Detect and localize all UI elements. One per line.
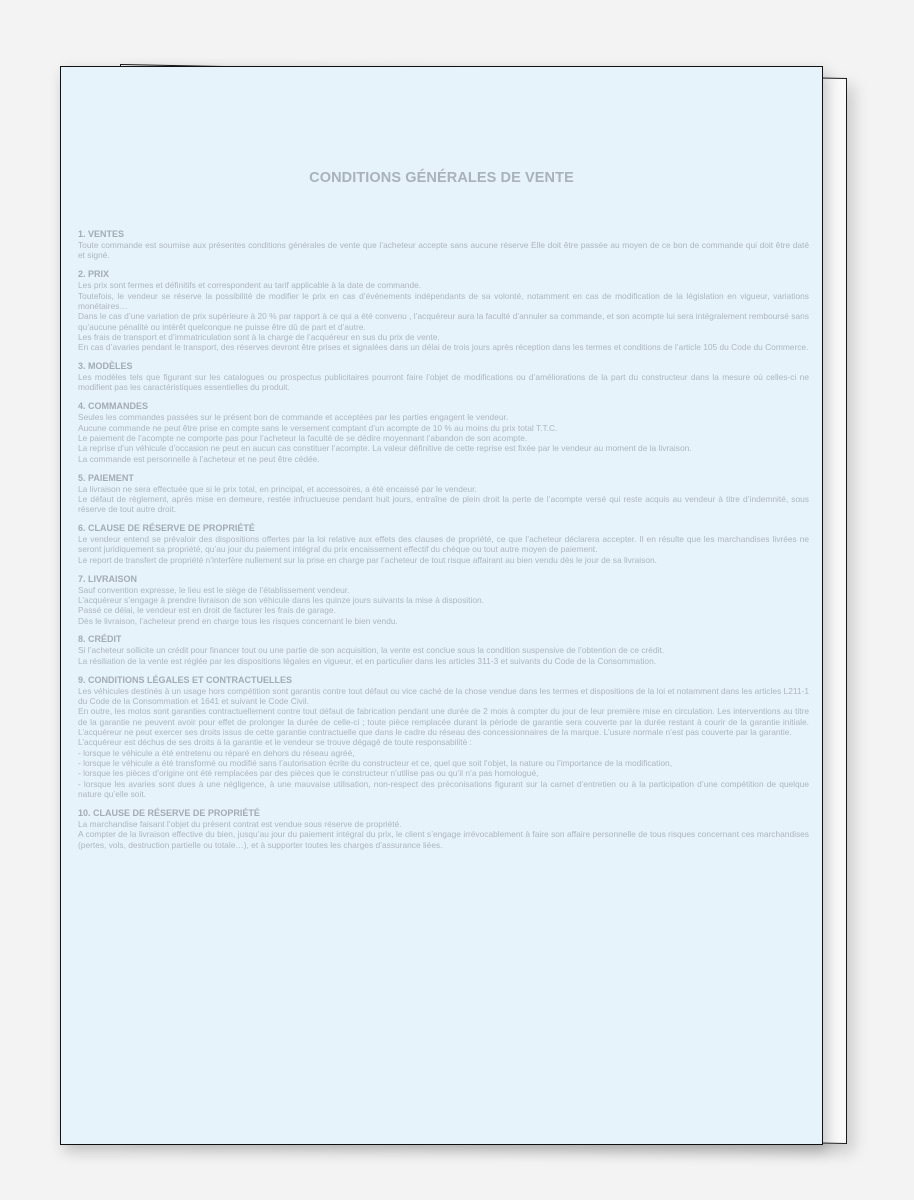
section-paragraph: A compter de la livraison effective du bien, jusqu’au jour du paiement intégral du prix, le client s’engage irrévocablement à faire son affaire personnelle de tous risques concernant ces marchandises (pertes, vols, destruction partielle ou totale…), et à supporter toutes les charges d’assurance liées. [78, 829, 809, 850]
section [78, 361, 809, 393]
section-paragraph: Aucune commande ne peut être prise en compte sans le versement comptant d’un acompte de 10 % au moins du prix total T.T.C. [78, 422, 558, 433]
section-paragraph: Le report de transfert de propriété n’interfère nullement sur la prise en charge par l’acheteur de tout risque affairant au bien vendu dès le jour de sa livraison. [78, 554, 657, 565]
section-paragraph: Le défaut de règlement, après mise en demeure, restée infructueuse pendant huit jours, entraîne de plein droit la perte de l’acompte versé qui reste acquis au vendeur à titre d’indemnité, sous réserve de tout autre droit. [78, 493, 809, 515]
section-paragraph: Seules les commandes passées sur le présent bon de commande et acceptées par les parties engagent le vendeur. [78, 412, 509, 423]
section-heading: 5. PAIEMENT [78, 472, 134, 483]
section-paragraph: Passé ce délai, le vendeur est en droit de facturer les frais de garage. [78, 605, 336, 616]
section [78, 269, 809, 352]
section-heading: 2. PRIX [78, 269, 110, 280]
section-paragraph: - lorsque le véhicule a été entretenu ou réparé en dehors du réseau agréé, [78, 747, 355, 758]
section-paragraph: Si l’acheteur sollicite un crédit pour financer tout ou une partie de son acquisition, la vente est conclue sous la condition suspensive de l’obtention de ce crédit. [78, 645, 665, 656]
section-paragraph: Toute commande est soumise aux présentes conditions générales de vente que l’acheteur accepte sans aucune réserve Elle doit être passée au moyen de ce bon de commande qui doit être daté et signé. [78, 240, 809, 261]
section-paragraph: La commande est personnelle à l’acheteur et ne peut être cédée. [78, 453, 320, 464]
section-paragraph: Sauf convention expresse, le lieu est le siège de l’établissement vendeur. [78, 584, 350, 595]
section-paragraph: - lorsque les pièces d’origine ont été remplacées par des pièces que le constructeur n’utilise pas ou qu’il n’a pas homologué, [78, 768, 539, 779]
section-paragraph: Les modèles tels que figurant sur les catalogues ou prospectus publicitaires pourront faire l’objet de modifications ou d’améliorations de la part du constructeur dans la mesure où celles-ci ne modifient pas les caractéristiques essentielles du produit. [78, 372, 809, 393]
section-paragraph: La marchandise faisant l’objet du présent contrat est vendue sous réserve de propriété. [78, 818, 402, 829]
section-paragraph: La reprise d’un véhicule d’occasion ne peut en aucun cas constituer l’acompte. La valeur définitive de cette reprise est fixée par le vendeur au moment de la livraison. [78, 443, 692, 454]
section-paragraph: Le vendeur entend se prévaloir des dispositions offertes par la loi relative aux effets des clauses de propriété, ce que l’acheteur déclarera accepter. Il en résulte que les marchandises livrées ne seront juridiquement sa propriété, qu’au jour du paiement intégral du prix encaissement effectif du chèque ou tout autre moyen de paiement. [78, 534, 809, 555]
sections-container [78, 229, 809, 858]
section-heading: 10. CLAUSE DE RÉSERVE DE PROPRIÉTÉ [78, 807, 260, 818]
section-heading: 1. VENTES [78, 229, 125, 239]
section-heading: 7. LIVRAISON [78, 573, 138, 584]
section [78, 808, 809, 850]
section [78, 574, 809, 626]
section-paragraph: Dans le cas d’une variation de prix supérieure à 20 % par rapport à ce qui a été convenu , l’acquéreur aura la faculté d’annuler sa commande, et son acompte lui sera intégralement remboursé sans qu’aucune pénalité ou intérêt quelconque ne puisse être dû de part et d’autre. [78, 311, 809, 332]
section-paragraph: Toutefois, le vendeur se réserve la possibilité de modifier le prix en cas d’événements indépendants de sa volonté, notamment en cas de modification de la législation en vigueur, variations monétaires… [78, 290, 809, 311]
section [78, 675, 809, 800]
section-heading: 4. COMMANDES [78, 401, 149, 412]
section-paragraph: - lorsque le véhicule a été transformé ou modifié sans l’autorisation écrite du constructeur et ce, quel que soit l’objet, la nature ou l’importance de la modification, [78, 758, 673, 769]
section-heading: 3. MODÈLES [78, 361, 133, 372]
section [78, 523, 809, 565]
section-paragraph: Les prix sont fermes et définitifs et correspondent au tarif applicable à la date de commande. [78, 280, 422, 291]
section-heading: 8. CRÉDIT [78, 634, 122, 645]
section-paragraph: Dès le livraison, l’acheteur prend en charge tous les risques concernant le bien vendu. [78, 615, 398, 626]
document-page [60, 66, 823, 1145]
section-paragraph: La livraison ne sera effectuée que si le prix total, en principal, et accessoires, a été encaissé par le vendeur. [78, 483, 477, 494]
document-title: CONDITIONS GÉNÉRALES DE VENTE [309, 170, 574, 186]
section-paragraph: L’acquéreur est déchus de ses droits à la garantie et le vendeur se trouve dégagé de toute responsabilité : [78, 737, 472, 748]
section [78, 401, 809, 464]
section-paragraph: Le paiement de l’acompte ne comporte pas pour l’acheteur la faculté de se dédire moyennant l’abandon de son acompte. [78, 432, 528, 443]
section-paragraph: Les véhicules destinés à un usage hors compétition sont garantis contre tout défaut ou vice caché de la chose vendue dans les termes et dispositions de la loi et notamment dans les articles L211-1 du Code de la Consommation et 1641 et suivant le Code Civil. [78, 685, 809, 706]
section-paragraph: - lorsque les avaries sont dues à une négligence, à une mauvaise utilisation, non-respect des préconisations figurant sur la carnet d’entretien ou à la participation d’une compétition de quelque nature qu’elle soit. [78, 778, 809, 800]
section [78, 229, 809, 261]
section-heading: 9. CONDITIONS LÉGALES ET CONTRACTUELLES [78, 674, 293, 685]
section-paragraph: L’acquéreur s’engage à prendre livraison de son véhicule dans les quinze jours suivants la mise à disposition. [78, 594, 484, 605]
section-paragraph: En cas d’avaries pendant le transport, des réserves devront être prises et signalées dans un délai de trois jours après réception dans les termes et conditions de l’article 105 du Code du Commerce. [78, 342, 809, 353]
section-paragraph: En outre, les motos sont garanties contractuellement contre tout défaut de fabrication pendant une durée de 2 mois à compter du jour de leur première mise en circulation. Les interventions au titre de la garantie ne peuvent avoir pour effet de prolonger la durée de celle-ci ; toute pièce remplacée durant la période de garantie sera couverte par la durée restant à courir de la garantie initiale. L’acquéreur ne peut exercer ses droits issus de cette garantie contractuelle que dans le cadre du réseau des concessionnaires de la marque. L’usure normale n’est pas couverte par la garantie. [78, 706, 809, 737]
section-paragraph: La résiliation de la vente est réglée par les dispositions légales en vigueur, et en particulier dans les articles 311-3 et suivants du Code de la Consommation. [78, 655, 657, 666]
section-paragraph: Les frais de transport et d’immatriculation sont à la charge de l’acquéreur en sus du prix de vente. [78, 331, 440, 342]
section-heading: 6. CLAUSE DE RÉSERVE DE PROPRIÉTÉ [78, 523, 255, 534]
section [78, 634, 809, 666]
section [78, 473, 809, 515]
